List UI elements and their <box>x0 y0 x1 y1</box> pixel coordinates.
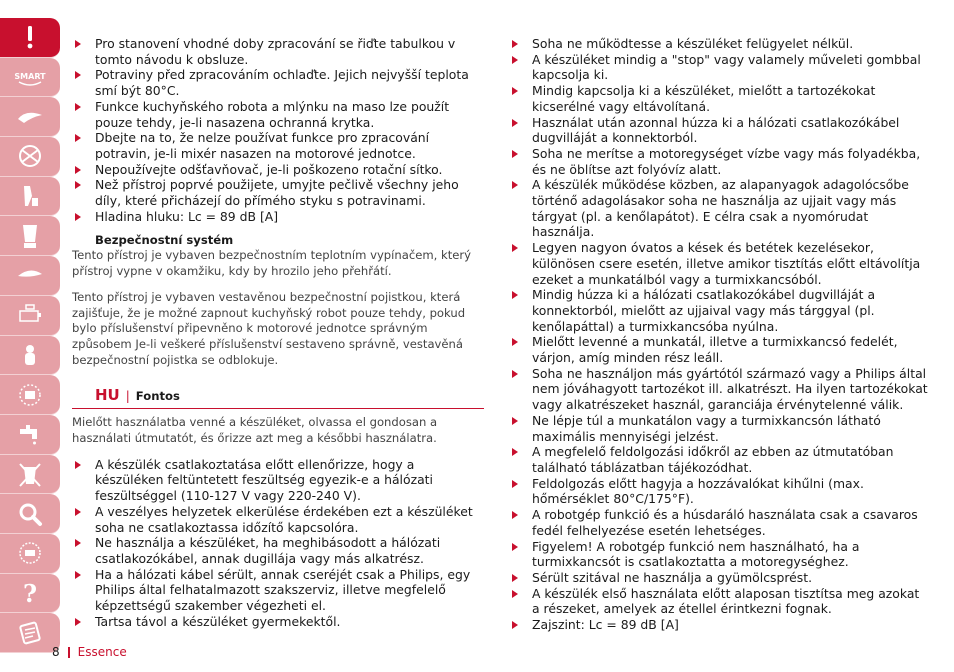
list-item: A veszélyes helyzetek elkerülése érdekében ezt a készüléket soha ne csatlakoztassa időzítő kapcsolóra. <box>72 504 484 535</box>
hu-intro: Mielőtt használatba venné a készüléket, olvassa el gondosan a használati útmutatót, és őrizze azt meg a későbbi használatra. <box>72 415 438 446</box>
list-item: Soha ne használjon más gyártótól származó vagy a Philips által nem jóváhagyott tartozékot ill. alkatrészt. Ha ilyen tartozékokat vagy alkatrészeket használ, garanciája érvénytelenné válik. <box>509 366 929 413</box>
exclamation-icon <box>16 23 44 51</box>
tab-question[interactable] <box>0 574 60 614</box>
tab-disc[interactable] <box>0 256 60 296</box>
safety-heading: Bezpečnostní systém <box>95 233 234 248</box>
tab-tap[interactable] <box>0 415 60 455</box>
tab-notes[interactable] <box>0 613 60 653</box>
list-item: Než přístroj poprvé použijete, umyjte pečlivě všechny jeho díly, které přicházejí do přímého styku s potravinami. <box>72 177 484 208</box>
bin-icon <box>16 460 44 488</box>
list-item: Ne lépje túl a munkatálon vagy a turmixkancsón látható maximális mennyiségi jelzést. <box>509 413 929 444</box>
svg-text:SMART: SMART <box>14 72 46 82</box>
page-number: 8 <box>52 645 60 659</box>
list-item: Mielőtt levenné a munkatál, illetve a turmixkancsó fedelét, várjon, amíg minden rész leáll. <box>509 334 929 365</box>
tab-stamp[interactable] <box>0 534 60 574</box>
tab-juicer[interactable] <box>0 296 60 336</box>
list-item: Soha ne működtesse a készüléket felügyelet nélkül. <box>509 36 929 52</box>
svg-text:?: ? <box>22 578 38 608</box>
juicer-icon <box>16 301 44 329</box>
language-code: HU <box>95 386 120 405</box>
czech-bullet-list <box>72 36 484 224</box>
whisk-icon <box>16 142 44 170</box>
list-item: Pro stanovení vhodné doby zpracování se řiďte tabulkou v tomto návodu k obsluze. <box>72 36 484 67</box>
list-item: Figyelem! A robotgép funkció nem használható, ha a turmixkancsót is csatlakoztatta a motoregységhez. <box>509 539 929 570</box>
right-column <box>509 36 929 633</box>
footer-divider <box>68 647 70 658</box>
list-item: Mindig kapcsolja ki a készüléket, mielőtt a tartozékokat kicserélné vagy eltávolítaná. <box>509 83 929 114</box>
chapter-sidebar <box>0 18 62 653</box>
storage-icon <box>16 381 44 409</box>
safety-paragraph-1: Tento přístroj je vybaven bezpečnostním teplotním vypínačem, který přístroj vypne v okamžiku, kdy by hrozilo jeho přehřátí. <box>72 248 472 279</box>
list-item: Hladina hluku: Lc = 89 dB [A] <box>72 209 484 225</box>
list-item: Potraviny před zpracováním ochlaďte. Jejich nejvyšší teplota smí být 80°C. <box>72 67 484 98</box>
question-icon <box>16 579 44 607</box>
tab-smart[interactable] <box>0 58 60 98</box>
list-item: A készülék első használata előtt alaposan tisztítsa meg azokat a részeket, amelyek az étellel érintkezni fognak. <box>509 586 929 617</box>
section-divider <box>72 408 484 409</box>
page-footer <box>52 645 127 659</box>
stamp-icon <box>16 539 44 567</box>
magnifier-icon <box>16 500 44 528</box>
list-item: A készüléket mindig a "stop" vagy valamely műveleti gombbal kapcsolja ki. <box>509 52 929 83</box>
tab-important[interactable] <box>0 18 60 58</box>
blade-icon <box>16 103 44 131</box>
list-item: Használat után azonnal húzza ki a hálózati csatlakozókábel dugvilláját a konnektorból. <box>509 115 929 146</box>
product-name: Essence <box>77 645 127 659</box>
list-item: Zajszint: Lc = 89 dB [A] <box>509 617 929 633</box>
list-item: Ne használja a készüléket, ha meghibásodott a hálózati csatlakozókábel, annak dugillája vagy más alkatrész. <box>72 535 484 566</box>
tap-icon <box>16 420 44 448</box>
list-item: Nepoužívejte odšťavňovač, je-li poškozeno rotační sítko. <box>72 162 484 178</box>
header-separator: | <box>125 389 130 404</box>
mixer-icon <box>16 182 44 210</box>
smart-icon <box>16 63 44 91</box>
list-item: Mindig húzza ki a hálózati csatlakozókábel dugvilláját a konnektorból, mielőtt az ujjaival vagy más tárggyal (pl. kenőlapáttal) a turmixkancsóba nyúlna. <box>509 287 929 334</box>
section-title: Fontos <box>135 389 180 404</box>
tab-jug[interactable] <box>0 216 60 256</box>
tab-grinder[interactable] <box>0 336 60 376</box>
list-item: Sérült szitával ne használja a gyümölcsprést. <box>509 570 929 586</box>
list-item: Feldolgozás előtt hagyja a hozzávalókat kihűlni (max. hőmérséklet 80°C/175°F). <box>509 476 929 507</box>
tab-blade[interactable] <box>0 97 60 137</box>
list-item: Dbejte na to, že nelze používat funkce pro zpracování potravin, je-li mixér nasazen na motorové jednotce. <box>72 130 484 161</box>
hungarian-bullet-list-continued <box>509 36 929 633</box>
jug-icon <box>16 222 44 250</box>
list-item: Ha a hálózati kábel sérült, annak cseréjét csak a Philips, egy Philips által felhatalmazott szakszerviz, illetve megfelelő képzettségű szakember végezheti el. <box>72 567 484 614</box>
left-column <box>72 36 484 630</box>
list-item: Tartsa távol a készüléket gyermekektől. <box>72 614 484 630</box>
notes-icon <box>16 619 44 647</box>
list-item: A megfelelő feldolgozási időkről az ebben az útmutatóban található táblázatban tájékozódhat. <box>509 444 929 475</box>
tab-whisk[interactable] <box>0 137 60 177</box>
grinder-icon <box>16 341 44 369</box>
list-item: Soha ne merítse a motoregységet vízbe vagy más folyadékba, és ne öblítse azt folyóvíz alatt. <box>509 146 929 177</box>
tab-magnifier[interactable] <box>0 494 60 534</box>
list-item: Legyen nagyon óvatos a kések és betétek kezelésekor, különösen csere esetén, illetve amikor tisztítás előtt eltávolítja ezeket a munkatálból vagy a turmixkancsóból. <box>509 240 929 287</box>
tab-mixer[interactable] <box>0 177 60 217</box>
list-item: A készülék csatlakoztatása előtt ellenőrizze, hogy a készüléken feltüntetett feszültség egyezik-e a hálózati feszültséggel (110-127 V vagy 220-240 V). <box>72 457 484 504</box>
list-item: A robotgép funkció és a húsdaráló használata csak a csavaros fedél felhelyezése esetén lehetséges. <box>509 507 929 538</box>
disc-icon <box>16 261 44 289</box>
tab-storage[interactable] <box>0 375 60 415</box>
list-item: A készülék működése közben, az alapanyagok adagolócsőbe történő adagolásakor soha ne használja az ujjait vagy más tárgyat (pl. a kenőlapátot). E célra csak a nyomórudat használja. <box>509 177 929 240</box>
tab-bin[interactable] <box>0 455 60 495</box>
safety-paragraph-2: Tento přístroj je vybaven vestavěnou bezpečnostní pojistkou, která zajišťuje, že je možné zapnout kuchyňský robot pouze tehdy, pokud bylo příslušenství připevněno k motorové jednotce správným způsobem Je-li veškeré příslušenství sestaveno správně, vestavěná bezpečnostní pojistka se odblokuje. <box>72 289 466 367</box>
hu-section-header <box>72 386 484 404</box>
hungarian-bullet-list <box>72 457 484 630</box>
list-item: Funkce kuchyňského robota a mlýnku na maso lze použít pouze tehdy, je-li nasazena ochranná krytka. <box>72 99 484 130</box>
